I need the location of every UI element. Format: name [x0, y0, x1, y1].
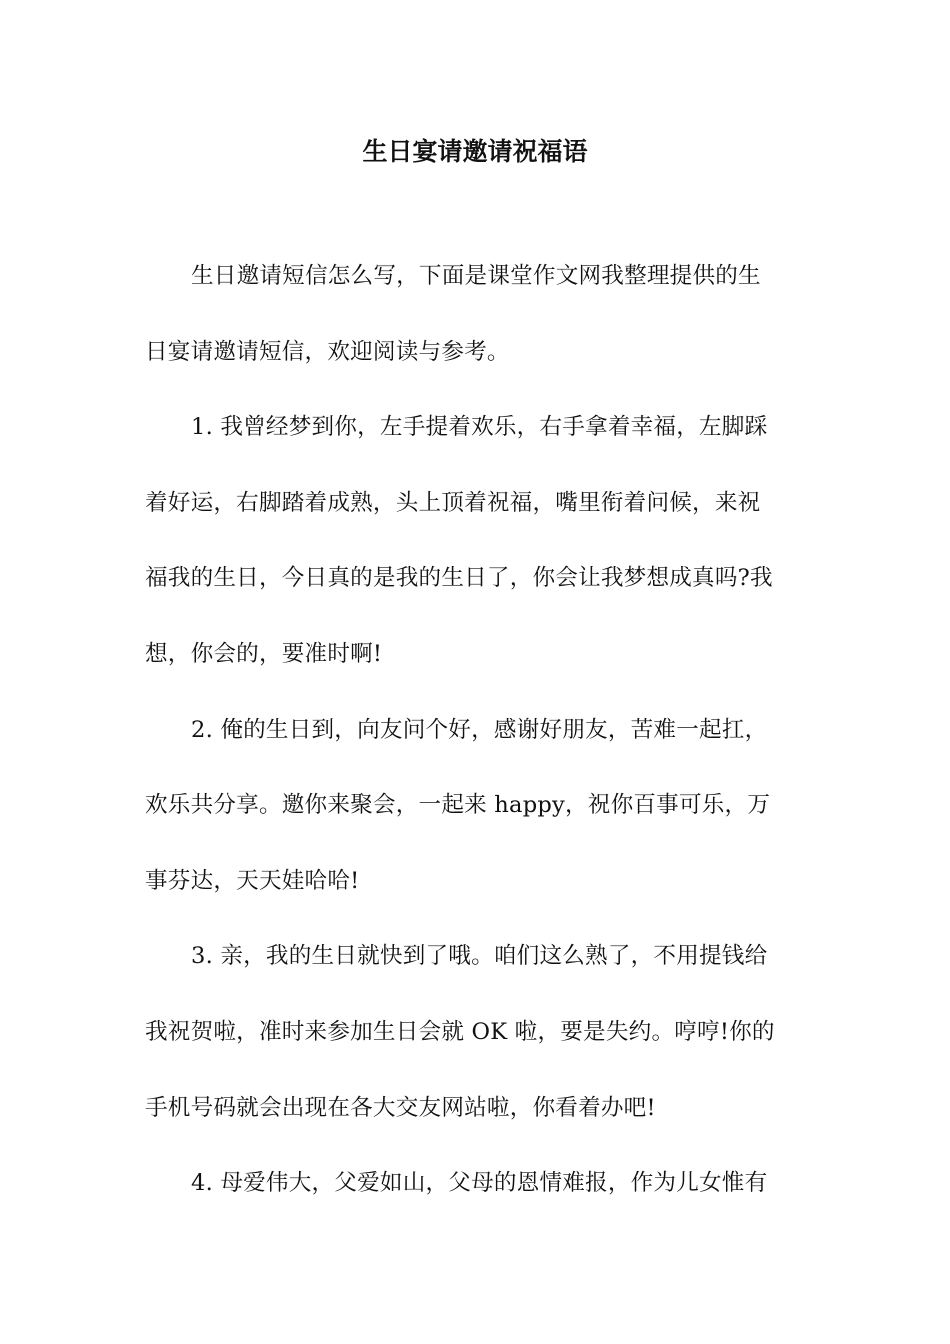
paragraph-line: 4. 母爱伟大，父爱如山，父母的恩情难报，作为儿女惟有 [191, 1170, 768, 1197]
paragraph-line: 福我的生日，今日真的是我的生日了，你会让我梦想成真吗?我 [145, 565, 773, 592]
document-body [145, 256, 809, 1239]
paragraph-line: 1. 我曾经梦到你，左手提着欢乐，右手拿着幸福，左脚踩 [191, 414, 768, 441]
paragraph-line: 生日邀请短信怎么写，下面是课堂作文网我整理提供的生 [191, 263, 761, 289]
paragraph-line: 着好运，右脚踏着成熟，头上顶着祝福，嘴里衔着问候，来祝 [145, 489, 761, 516]
paragraph-line: 日宴请邀请短信，欢迎阅读与参考。 [145, 338, 510, 365]
paragraph-line: 手机号码就会出现在各大交友网站啦，你看着办吧! [145, 1094, 656, 1121]
paragraph-line: 我祝贺啦，准时来参加生日会就 OK 啦，要是失约。哼哼!你的 [145, 1018, 775, 1045]
document-title: 生日宴请邀请祝福语 [362, 137, 588, 166]
paragraph-line: 事芬达，天天娃哈哈! [145, 867, 360, 894]
paragraph-line: 2. 俺的生日到，向友问个好，感谢好朋友，苦难一起扛， [191, 716, 768, 743]
paragraph-line: 欢乐共分享。邀你来聚会，一起来 happy，祝你百事可乐，万 [145, 792, 771, 819]
paragraph-line: 3. 亲，我的生日就快到了哦。咱们这么熟了，不用提钱给 [191, 943, 768, 970]
paragraph-line: 想，你会的，要准时啊! [145, 640, 383, 667]
